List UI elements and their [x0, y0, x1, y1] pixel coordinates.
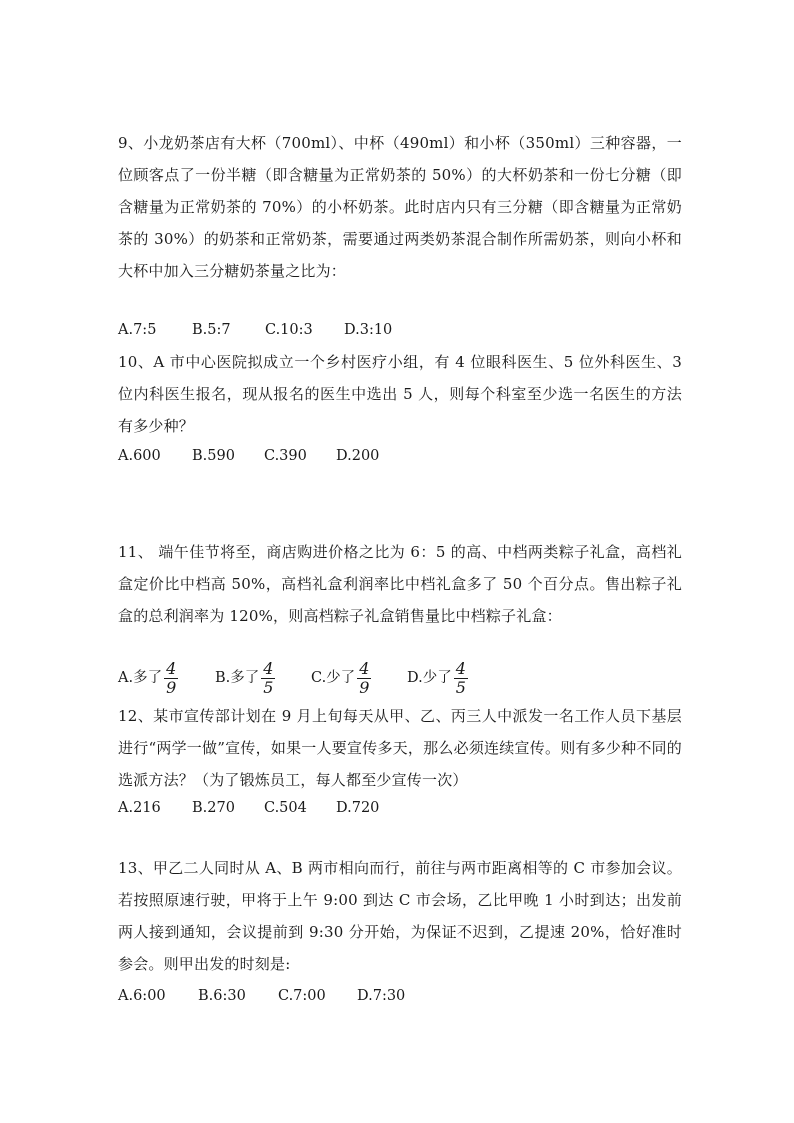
question-10-options: [118, 440, 682, 472]
question-text: 9、小龙奶茶店有大杯（700ml）、中杯（490ml）和小杯（350ml）三种容器，一位顾客点了一份半糖（即含糖量为正常奶茶的 50%）的大杯奶茶和一份七分糖（即含糖量为正常奶茶的 70%）的小杯奶茶。此时店内只有三分糖（即含糖量为正常奶茶的 30%）的奶茶和正常奶茶，需要通过两类奶茶混合制作所需奶茶，则向小杯和大杯中加入三分糖奶茶量之比为：: [118, 134, 682, 280]
option-c: C.504: [264, 800, 307, 816]
option-c: C.390: [264, 448, 307, 464]
fraction: $\frac{4}{9}$: [166, 658, 177, 697]
option-b: B.5:7: [192, 322, 231, 338]
question-12-options: [118, 792, 682, 824]
option-c: C.少了 $\frac{4}{9}$: [311, 658, 370, 697]
question-text: 10、A 市中心医院拟成立一个乡村医疗小组，有 4 位眼科医生、5 位外科医生、3 位内科医生报名，现从报名的医生中选出 5 人，则每个科室至少选一名医生的方法有多少种？: [118, 353, 682, 435]
option-b: B.6:30: [198, 988, 246, 1004]
option-d: D.少了 $\frac{4}{5}$: [407, 658, 466, 697]
option-c: C.10:3: [265, 322, 313, 338]
question-11-options: [118, 656, 682, 700]
option-a: A.7:5: [118, 322, 157, 338]
question-text: 11、 端午佳节将至，商店购进价格之比为 6：5 的高、中档两类粽子礼盒，高档礼盒定价比中档高 50%，高档礼盒利润率比中档礼盒多了 50 个百分点。售出粽子礼盒的总利润率为 120%，则高档粽子礼盒销售量比中档粽子礼盒：: [118, 543, 682, 625]
question-text: 13、甲乙二人同时从 A、B 两市相向而行，前往与两市距离相等的 C 市参加会议。若按照原速行驶，甲将于上午 9:00 到达 C 市会场，乙比甲晚 1 小时到达；出发前两人接到通知，会议提前到 9:30 分开始，为保证不迟到，乙提速 20%，恰好准时参会。则甲出发的时刻是:: [118, 859, 682, 973]
option-a: A.6:00: [118, 988, 166, 1004]
question-10: [118, 346, 682, 442]
question-9-options: [118, 314, 682, 346]
option-a: A.216: [118, 800, 161, 816]
option-d: D.200: [336, 448, 380, 464]
option-c: C.7:00: [278, 988, 326, 1004]
question-13: [118, 852, 682, 980]
question-11: [118, 536, 682, 632]
option-a: A.多了 $\frac{4}{9}$: [118, 658, 177, 697]
question-12: [118, 700, 682, 796]
option-b: B.590: [192, 448, 235, 464]
question-9: [118, 127, 682, 287]
question-13-options: [118, 980, 682, 1012]
fraction: $\frac{4}{5}$: [455, 658, 466, 697]
option-a: A.600: [118, 448, 161, 464]
option-b: B.多了 $\frac{4}{5}$: [215, 658, 274, 697]
fraction: $\frac{4}{5}$: [263, 658, 274, 697]
option-d: D.7:30: [357, 988, 406, 1004]
option-d: D.3:10: [344, 322, 393, 338]
option-b: B.270: [192, 800, 235, 816]
fraction: $\frac{4}{9}$: [359, 658, 370, 697]
question-text: 12、某市宣传部计划在 9 月上旬每天从甲、乙、丙三人中派发一名工作人员下基层进行“两学一做”宣传，如果一人要宣传多天，那么必须连续宣传。则有多少种不同的选派方法？（为了锻炼员工，每人都至少宣传一次）: [118, 707, 682, 789]
option-d: D.720: [336, 800, 380, 816]
